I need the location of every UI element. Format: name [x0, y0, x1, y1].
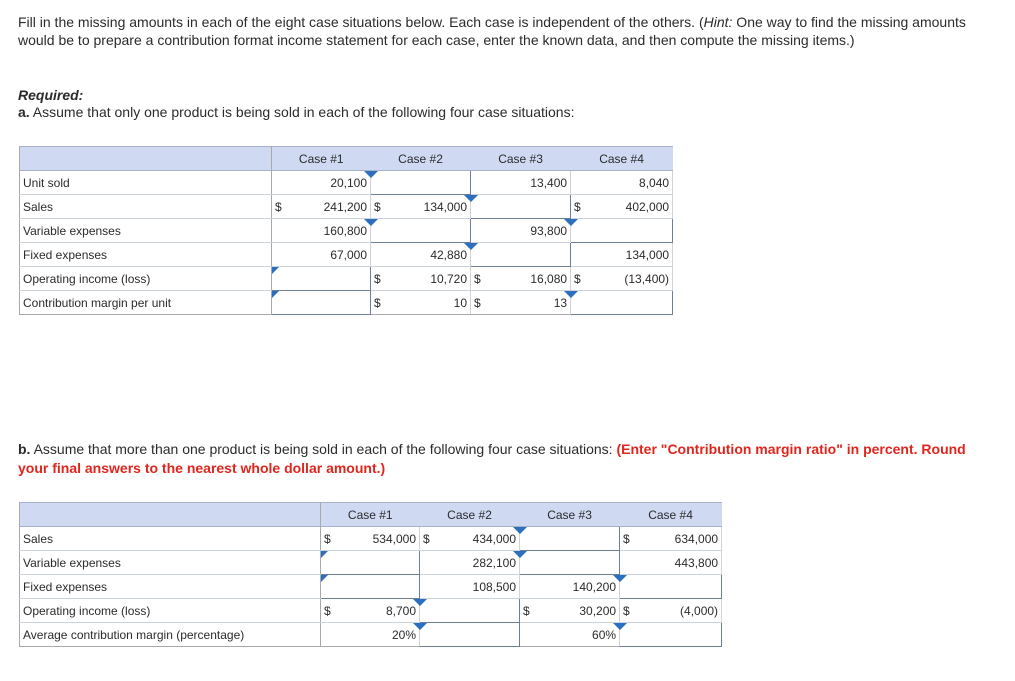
column-header-case-1: Case #1 [272, 147, 371, 171]
given-value-case-3 [495, 219, 571, 243]
answer-input-case-3[interactable] [471, 195, 571, 219]
answer-input-case-1[interactable] [321, 551, 420, 575]
currency-symbol: $ [620, 527, 644, 551]
given-value-case-1 [296, 243, 371, 267]
table-row-sales [20, 527, 722, 551]
row-label: Variable expenses [20, 219, 272, 243]
currency-symbol [520, 575, 544, 599]
row-label: Fixed expenses [20, 243, 272, 267]
value-text: 8,700 [385, 603, 417, 618]
currency-symbol [420, 551, 444, 575]
given-value-case-1 [345, 527, 420, 551]
currency-symbol: $ [420, 527, 444, 551]
given-value-case-1 [296, 219, 371, 243]
value-text: 134,000 [625, 247, 670, 262]
given-value-case-2 [395, 195, 471, 219]
single-product-table [19, 146, 673, 315]
given-value-case-3 [495, 171, 571, 195]
answer-input-case-2[interactable] [420, 623, 520, 647]
table-row-variable-expenses [20, 219, 673, 243]
given-value-case-3 [495, 267, 571, 291]
value-text: 20,100 [330, 175, 368, 190]
value-text: 20% [391, 627, 417, 642]
answer-input-case-1[interactable] [272, 267, 371, 291]
row-label: Operating income (loss) [20, 599, 321, 623]
value-text: 10,720 [430, 271, 468, 286]
currency-symbol: $ [321, 527, 345, 551]
answer-input-case-2[interactable] [371, 171, 471, 195]
part-b-text: Assume that more than one product is being sold in each of the following four case situations: [30, 441, 617, 457]
required-label: Required: [18, 87, 84, 103]
value-text: 108,500 [472, 579, 517, 594]
answer-input-case-3[interactable] [520, 527, 620, 551]
answer-input-case-1[interactable] [321, 575, 420, 599]
given-value-case-4 [644, 599, 722, 623]
given-value-case-4 [595, 243, 673, 267]
multi-product-table [19, 502, 722, 647]
row-label: Unit sold [20, 171, 272, 195]
answer-input-case-4[interactable] [620, 575, 722, 599]
currency-symbol [571, 243, 595, 267]
value-text: (13,400) [624, 271, 670, 286]
header-corner [20, 147, 272, 171]
currency-symbol: $ [471, 267, 495, 291]
value-text: 140,200 [572, 579, 617, 594]
currency-symbol [471, 171, 495, 195]
answer-input-case-2[interactable] [371, 219, 471, 243]
given-value-case-4 [595, 195, 673, 219]
currency-symbol [272, 243, 296, 267]
value-text: 634,000 [674, 531, 719, 546]
currency-symbol: $ [321, 599, 345, 623]
answer-input-case-4[interactable] [571, 219, 673, 243]
given-value-case-2 [444, 575, 520, 599]
given-value-case-4 [644, 527, 722, 551]
value-text: 8,040 [639, 175, 670, 190]
currency-symbol [471, 219, 495, 243]
column-header-case-4: Case #4 [571, 147, 673, 171]
part-b-label: b. [18, 441, 31, 457]
table-row-fixed-expenses [20, 243, 673, 267]
given-value-case-3 [544, 599, 620, 623]
value-text: 241,200 [323, 199, 368, 214]
table-row-operating-income-loss [20, 267, 673, 291]
answer-input-case-2[interactable] [420, 599, 520, 623]
instructions-paragraph [18, 13, 978, 49]
given-value-case-2 [444, 527, 520, 551]
value-text: 67,000 [330, 247, 368, 262]
given-value-case-2 [444, 551, 520, 575]
part-b-instruction: (Enter "Contribution margin ratio" in percent. Round your final answers to the nearest whole dollar amount.) [18, 441, 966, 476]
currency-symbol: $ [371, 291, 395, 315]
row-label: Operating income (loss) [20, 267, 272, 291]
table-row-operating-income-loss [20, 599, 722, 623]
column-header-case-1: Case #1 [321, 503, 420, 527]
part-a-label: a. [18, 104, 30, 120]
row-label: Average contribution margin (percentage) [20, 623, 321, 647]
value-text: 60% [592, 627, 617, 642]
table-header-row [20, 147, 673, 171]
table-row-unit-sold [20, 171, 673, 195]
currency-symbol [272, 171, 296, 195]
answer-input-case-3[interactable] [520, 551, 620, 575]
given-value-case-2 [395, 267, 471, 291]
currency-symbol: $ [371, 267, 395, 291]
value-text: 160,800 [323, 223, 368, 238]
column-header-case-3: Case #3 [471, 147, 571, 171]
currency-symbol: $ [571, 195, 595, 219]
row-label: Sales [20, 527, 321, 551]
value-text: (4,000) [680, 603, 719, 618]
value-text: 93,800 [530, 223, 568, 238]
currency-symbol [371, 243, 395, 267]
table-row-fixed-expenses [20, 575, 722, 599]
given-value-case-4 [595, 171, 673, 195]
column-header-case-3: Case #3 [520, 503, 620, 527]
value-text: 134,000 [423, 199, 468, 214]
currency-symbol: $ [620, 599, 644, 623]
given-value-case-4 [595, 267, 673, 291]
row-label: Contribution margin per unit [20, 291, 272, 315]
given-value-case-3 [544, 575, 620, 599]
given-value-case-3 [544, 623, 620, 647]
given-value-case-3 [495, 291, 571, 315]
given-value-case-1 [345, 599, 420, 623]
part-b-prompt [18, 440, 978, 478]
answer-input-case-3[interactable] [471, 243, 571, 267]
currency-symbol: $ [272, 195, 296, 219]
row-label: Sales [20, 195, 272, 219]
answer-input-case-4[interactable] [571, 291, 673, 315]
column-header-case-4: Case #4 [620, 503, 722, 527]
table-row-sales [20, 195, 673, 219]
table-row-contribution-margin-per-unit [20, 291, 673, 315]
value-text: 434,000 [472, 531, 517, 546]
value-text: 402,000 [625, 199, 670, 214]
currency-symbol [620, 551, 644, 575]
value-text: 443,800 [674, 555, 719, 570]
given-value-case-1 [296, 171, 371, 195]
instructions-text-1: Fill in the missing amounts in each of the eight case situations below. Each case is independent of the others. ( [18, 14, 704, 30]
given-value-case-4 [644, 551, 722, 575]
currency-symbol: $ [520, 599, 544, 623]
instructions-text-2: One way to find the missing amounts would be to prepare a contribution format income statement for each case, enter the known data, and then compute the missing items.) [18, 14, 966, 48]
value-text: 30,200 [579, 603, 617, 618]
currency-symbol [420, 575, 444, 599]
column-header-case-2: Case #2 [420, 503, 520, 527]
currency-symbol [321, 623, 345, 647]
value-text: 534,000 [372, 531, 417, 546]
currency-symbol: $ [571, 267, 595, 291]
header-corner [20, 503, 321, 527]
part-a-prompt [18, 104, 574, 120]
currency-symbol [272, 219, 296, 243]
table-row-variable-expenses [20, 551, 722, 575]
given-value-case-1 [296, 195, 371, 219]
value-text: 13 [553, 295, 568, 310]
table-row-average-contribution-margin-percentage [20, 623, 722, 647]
answer-input-case-4[interactable] [620, 623, 722, 647]
value-text: 282,100 [472, 555, 517, 570]
currency-symbol [520, 623, 544, 647]
part-a-text: Assume that only one product is being sold in each of the following four case situations: [29, 104, 575, 120]
given-value-case-2 [395, 291, 471, 315]
table-header-row [20, 503, 722, 527]
row-label: Variable expenses [20, 551, 321, 575]
answer-input-case-1[interactable] [272, 291, 371, 315]
value-text: 13,400 [530, 175, 568, 190]
currency-symbol: $ [371, 195, 395, 219]
value-text: 10 [453, 295, 468, 310]
value-text: 42,880 [430, 247, 468, 262]
currency-symbol [571, 171, 595, 195]
currency-symbol: $ [471, 291, 495, 315]
value-text: 16,080 [530, 271, 568, 286]
given-value-case-1 [345, 623, 420, 647]
given-value-case-2 [395, 243, 471, 267]
hint-label: Hint: [703, 14, 733, 30]
row-label: Fixed expenses [20, 575, 321, 599]
column-header-case-2: Case #2 [371, 147, 471, 171]
